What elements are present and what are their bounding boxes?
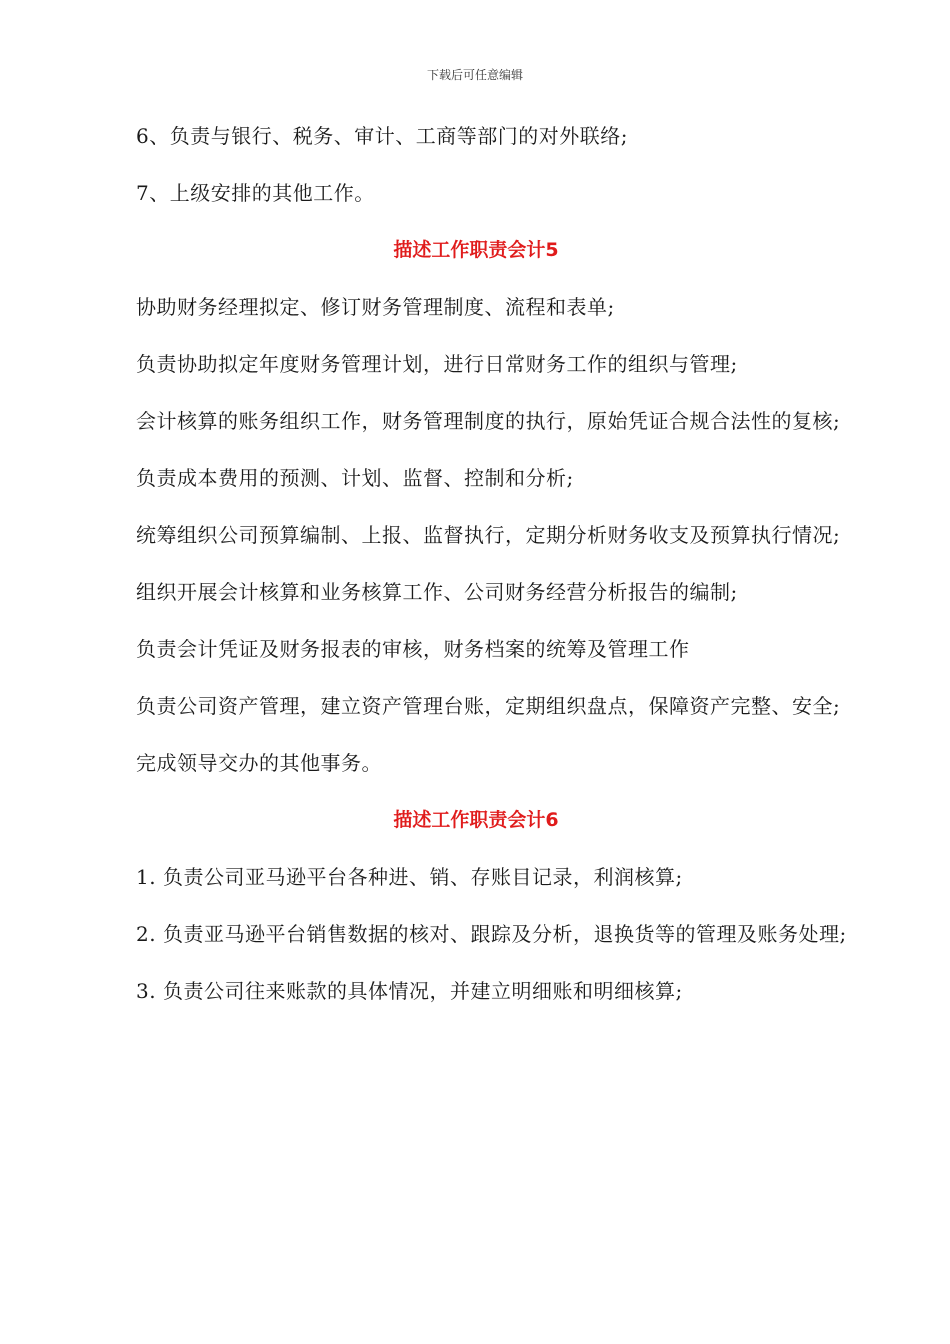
paragraph: 1. 负责公司亚马逊平台各种进、销、存账目记录，利润核算; — [136, 865, 683, 889]
paragraph: 6、负责与银行、税务、审计、工商等部门的对外联络; — [136, 124, 628, 148]
header-note: 下载后可任意编辑 — [426, 68, 523, 82]
paragraph: 负责公司资产管理，建立资产管理台账，定期组织盘点，保障资产完整、安全; — [136, 694, 841, 718]
paragraph: 协助财务经理拟定、修订财务管理制度、流程和表单; — [136, 295, 615, 319]
paragraph: 3. 负责公司往来账款的具体情况，并建立明细账和明细核算; — [136, 979, 683, 1003]
paragraph: 组织开展会计核算和业务核算工作、公司财务经营分析报告的编制; — [136, 580, 738, 604]
paragraph: 统筹组织公司预算编制、上报、监督执行，定期分析财务收支及预算执行情况; — [136, 523, 841, 547]
paragraph: 负责会计凭证及财务报表的审核，财务档案的统筹及管理工作 — [136, 637, 690, 661]
paragraph: 2. 负责亚马逊平台销售数据的核对、跟踪及分析，退换货等的管理及账务处理; — [136, 922, 847, 946]
paragraph: 负责成本费用的预测、计划、监督、控制和分析; — [136, 466, 574, 490]
paragraph: 7、上级安排的其他工作。 — [136, 181, 375, 205]
paragraph: 完成领导交办的其他事务。 — [136, 751, 382, 775]
paragraph: 会计核算的账务组织工作，财务管理制度的执行，原始凭证合规合法性的复核; — [136, 409, 841, 433]
document-body — [88, 118, 864, 1030]
paragraph: 负责协助拟定年度财务管理计划，进行日常财务工作的组织与管理; — [136, 352, 738, 376]
section-heading: 描述工作职责会计5 — [393, 239, 559, 261]
section-heading: 描述工作职责会计6 — [393, 809, 559, 831]
